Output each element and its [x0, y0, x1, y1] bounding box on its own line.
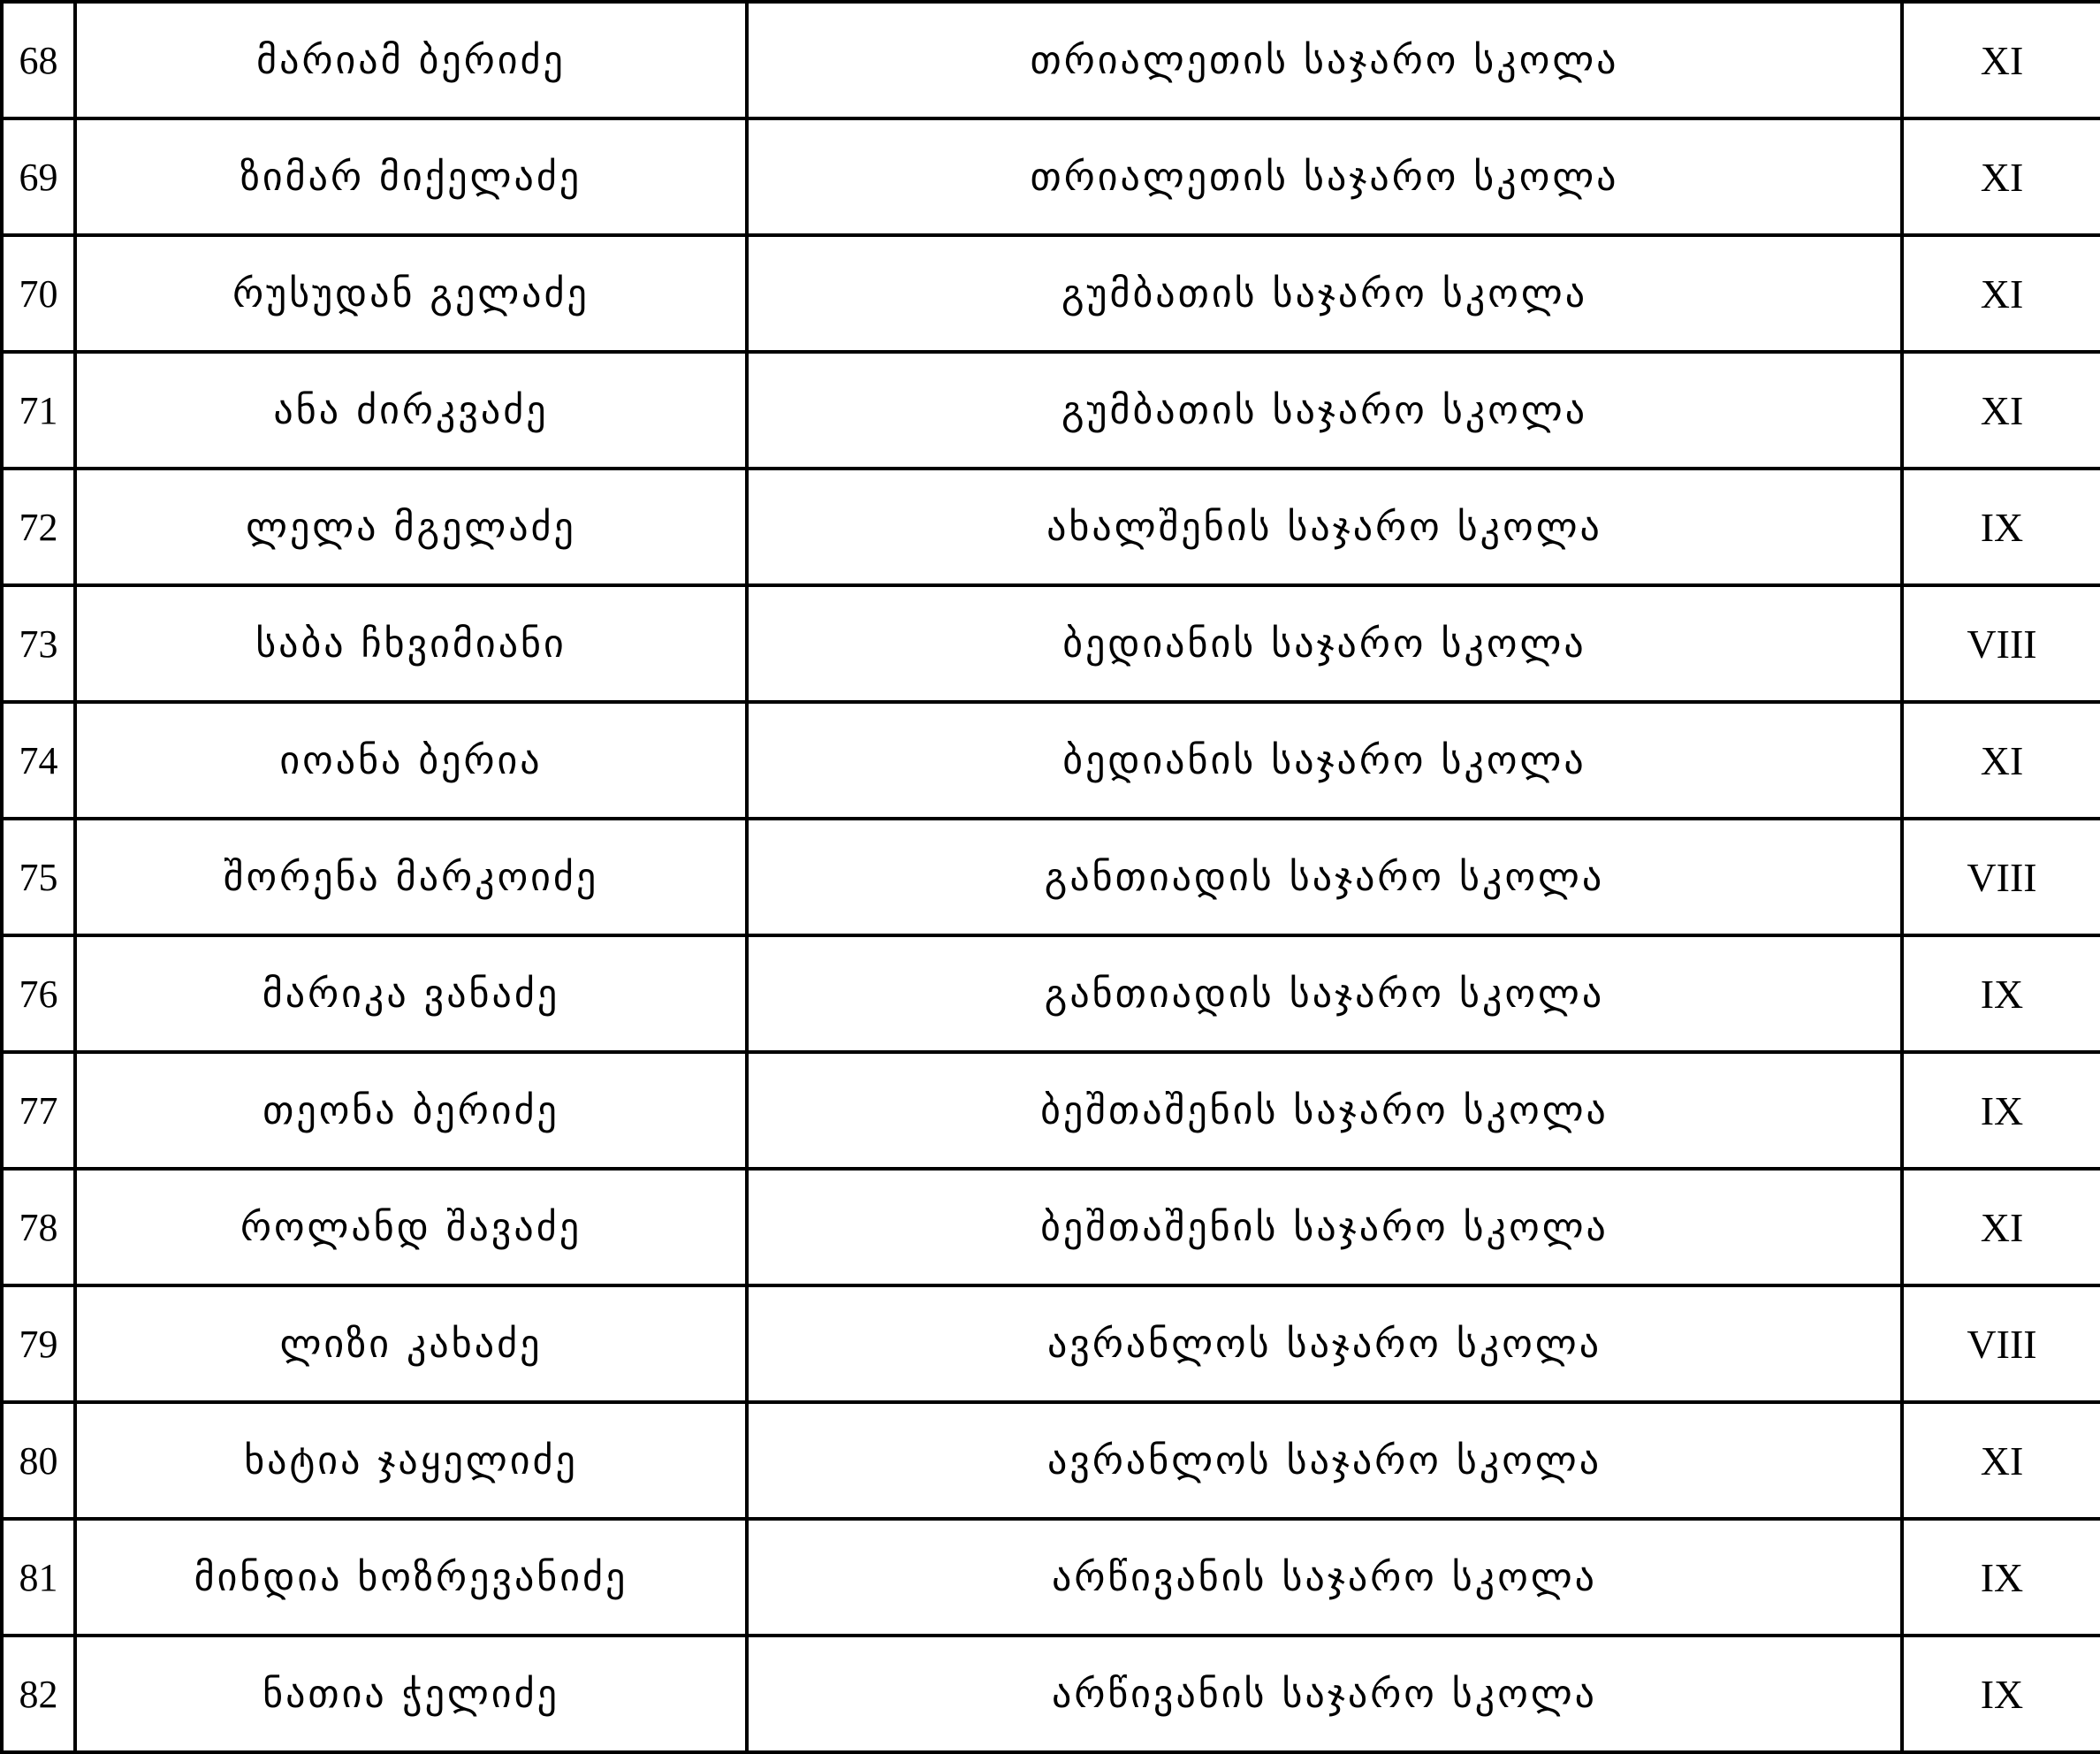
school-name: არწივანის საჯარო სკოლა [747, 1636, 1902, 1752]
row-number: 70 [2, 235, 75, 352]
row-number: 80 [2, 1402, 75, 1519]
school-name: განთიადის საჯარო სკოლა [747, 935, 1902, 1052]
school-name: ბეშთაშენის საჯარო სკოლა [747, 1169, 1902, 1285]
table-row [2, 235, 2100, 352]
grade-level: VIII [1902, 1285, 2100, 1402]
participant-name: იოანა ბერია [75, 702, 747, 819]
grade-level: IX [1902, 1519, 2100, 1636]
participant-name: შორენა მარკოიძე [75, 819, 747, 935]
row-number: 69 [2, 118, 75, 235]
table-row [2, 702, 2100, 819]
school-name: ახალშენის საჯარო სკოლა [747, 469, 1902, 585]
table-row [2, 1519, 2100, 1636]
participant-name: თეონა ბერიძე [75, 1052, 747, 1169]
participant-name: ანა ძირკვაძე [75, 352, 747, 469]
row-number: 81 [2, 1519, 75, 1636]
school-name: არწივანის საჯარო სკოლა [747, 1519, 1902, 1636]
participant-name: ნათია ჭელიძე [75, 1636, 747, 1752]
row-number: 71 [2, 352, 75, 469]
grade-level: VIII [1902, 585, 2100, 702]
participant-name: ლელა მგელაძე [75, 469, 747, 585]
table-row [2, 819, 2100, 935]
table-row [2, 585, 2100, 702]
table-row [2, 935, 2100, 1052]
row-number: 74 [2, 702, 75, 819]
school-name: ბედიანის საჯარო სკოლა [747, 585, 1902, 702]
table-row [2, 1636, 2100, 1752]
participant-name: ზიმარ მიქელაძე [75, 118, 747, 235]
row-number: 72 [2, 469, 75, 585]
school-name: გუმბათის საჯარო სკოლა [747, 352, 1902, 469]
participant-name: მარიამ ბერიძე [75, 2, 747, 118]
table-body [2, 2, 2100, 1752]
school-name: ბედიანის საჯარო სკოლა [747, 702, 1902, 819]
table-row [2, 118, 2100, 235]
school-name: განთიადის საჯარო სკოლა [747, 819, 1902, 935]
table-row [2, 469, 2100, 585]
row-number: 79 [2, 1285, 75, 1402]
row-number: 68 [2, 2, 75, 118]
participant-name: რუსუდან გელაძე [75, 235, 747, 352]
table-row [2, 1169, 2100, 1285]
school-name: ავრანლოს საჯარო სკოლა [747, 1285, 1902, 1402]
table-row [2, 2, 2100, 118]
grade-level: IX [1902, 469, 2100, 585]
school-name: ბეშთაშენის საჯარო სკოლა [747, 1052, 1902, 1169]
table-row [2, 1052, 2100, 1169]
school-name: ავრანლოს საჯარო სკოლა [747, 1402, 1902, 1519]
table-row [2, 1285, 2100, 1402]
grade-level: XI [1902, 118, 2100, 235]
grade-level: XI [1902, 352, 2100, 469]
participant-name: ხატია ჯაყელიძე [75, 1402, 747, 1519]
grade-level: VIII [1902, 819, 2100, 935]
row-number: 77 [2, 1052, 75, 1169]
row-number: 76 [2, 935, 75, 1052]
school-name: თრიალეთის საჯარო სკოლა [747, 2, 1902, 118]
grade-level: XI [1902, 702, 2100, 819]
row-number: 78 [2, 1169, 75, 1285]
school-name: გუმბათის საჯარო სკოლა [747, 235, 1902, 352]
participant-name: საბა ჩხვიმიანი [75, 585, 747, 702]
table-row [2, 1402, 2100, 1519]
participant-name: ლიზი კახაძე [75, 1285, 747, 1402]
grade-level: XI [1902, 235, 2100, 352]
school-name: თრიალეთის საჯარო სკოლა [747, 118, 1902, 235]
row-number: 75 [2, 819, 75, 935]
table-row [2, 352, 2100, 469]
row-number: 82 [2, 1636, 75, 1752]
participant-name: როლანდ შავაძე [75, 1169, 747, 1285]
grade-level: IX [1902, 1636, 2100, 1752]
participant-name: მარიკა ვანაძე [75, 935, 747, 1052]
grade-level: XI [1902, 1169, 2100, 1285]
row-number: 73 [2, 585, 75, 702]
grade-level: IX [1902, 1052, 2100, 1169]
participant-name: მინდია ხოზრევანიძე [75, 1519, 747, 1636]
grade-level: XI [1902, 1402, 2100, 1519]
grade-level: IX [1902, 935, 2100, 1052]
grade-level: XI [1902, 2, 2100, 118]
